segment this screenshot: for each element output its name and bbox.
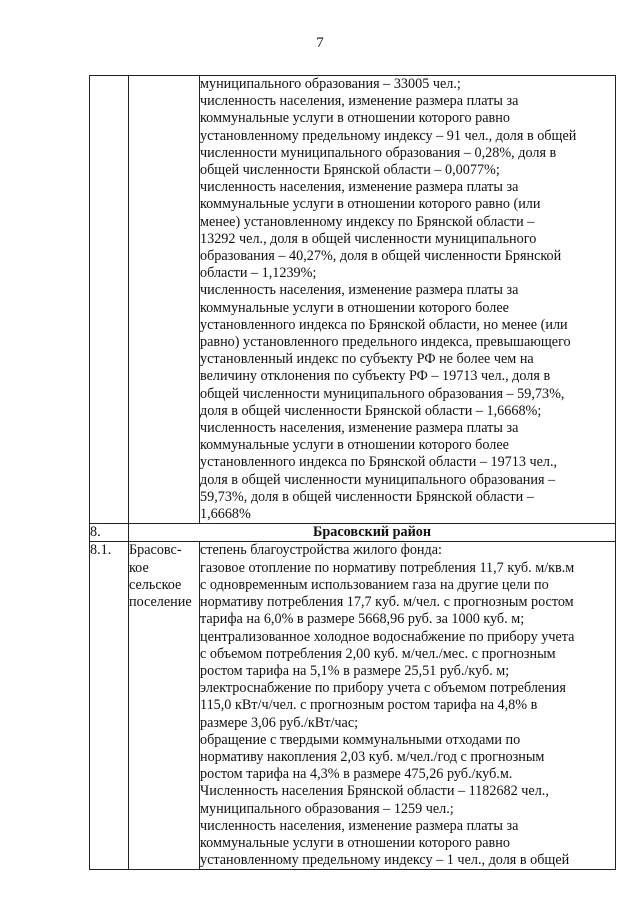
text-line: степень благоустройства жилого фонда: xyxy=(200,542,442,559)
text-line: электроснабжение по прибору учета с объемом потребления xyxy=(200,680,566,697)
entry-number: 8.1. xyxy=(90,542,129,870)
entry-name-line: сельское xyxy=(129,576,182,593)
continuation-name-cell xyxy=(129,76,200,524)
text-line: 13292 чел., доля в общей численности муниципального xyxy=(200,230,537,247)
text-line: численность населения, изменение размера платы за xyxy=(200,282,519,299)
text-line: общей численности Брянской области – 0,0077%; xyxy=(200,162,500,179)
entry-row xyxy=(90,542,616,870)
section-number: 8. xyxy=(90,524,129,542)
text-line: численность населения, изменение размера платы за xyxy=(200,420,519,437)
text-line: с объемом потребления 2,00 куб. м/чел./мес. с прогнозным xyxy=(200,645,556,662)
text-line: муниципального образования – 33005 чел.; xyxy=(200,76,461,92)
text-line: коммунальные услуги в отношении которого более xyxy=(200,437,509,454)
text-line: установленного индекса по Брянской области, но менее (или xyxy=(200,316,568,333)
entry-name-line: Брасовс- xyxy=(129,542,182,559)
text-line: Численность населения Брянской области – 1182682 чел., xyxy=(200,783,549,800)
text-line: доля в общей численности Брянской области – 1,6668%; xyxy=(200,402,542,419)
text-line: размере 3,06 руб./кВт/час; xyxy=(200,714,359,731)
continuation-text-cell xyxy=(200,76,616,524)
text-line: ростом тарифа на 4,3% в размере 475,26 руб./куб.м. xyxy=(200,766,513,783)
entry-name-line: поселение xyxy=(129,594,192,611)
text-line: коммунальные услуги в отношении которого равно xyxy=(200,834,510,851)
section-title: Брасовский район xyxy=(129,524,616,542)
text-line: доля в общей численности муниципального образования – xyxy=(200,471,556,488)
document-table xyxy=(89,75,616,870)
entry-name-cell xyxy=(129,542,200,870)
text-line: величину отклонения по субъекту РФ – 19713 чел., доля в xyxy=(200,368,551,385)
text-line: коммунальные услуги в отношении которого равно (или xyxy=(200,196,541,213)
text-line: численность населения, изменение размера платы за xyxy=(200,817,519,834)
text-line: нормативу накопления 2,03 куб. м/чел./год с прогнозным xyxy=(200,748,545,765)
text-line: муниципального образования – 1259 чел.; xyxy=(200,800,454,817)
text-line: обращение с твердыми коммунальными отходами по xyxy=(200,731,521,748)
text-line: коммунальные услуги в отношении которого равно xyxy=(200,110,510,127)
text-line: 115,0 кВт/ч/чел. с прогнозным ростом тарифа на 4,8% в xyxy=(200,697,538,714)
text-line: нормативу потребления 17,7 куб. м/чел. с прогнозным ростом xyxy=(200,594,574,611)
text-line: тарифа на 6,0% в размере 5668,96 руб. за 1000 куб. м; xyxy=(200,611,525,628)
text-line: 59,73%, доля в общей численности Брянской области – xyxy=(200,488,534,505)
text-line: установленный индекс по субъекту РФ не более чем на xyxy=(200,351,534,368)
text-line: образования – 40,27%, доля в общей численности Брянской xyxy=(200,248,562,265)
entry-name-line: кое xyxy=(129,559,149,576)
text-line: области – 1,1239%; xyxy=(200,265,317,282)
entry-text-cell xyxy=(200,542,616,870)
text-line: менее) установленному индексу по Брянской области – xyxy=(200,213,535,230)
page-number: 7 xyxy=(316,35,324,51)
continuation-number-cell xyxy=(90,76,129,524)
text-line: численность населения, изменение размера платы за xyxy=(200,179,519,196)
text-line: численность населения, изменение размера платы за xyxy=(200,93,519,110)
text-line: численности муниципального образования – 0,28%, доля в xyxy=(200,144,557,161)
text-line: установленному предельному индексу – 1 чел., доля в общей xyxy=(200,852,570,869)
text-line: ростом тарифа на 5,1% в размере 25,51 руб./куб. м; xyxy=(200,662,510,679)
text-line: установленного индекса по Брянской области – 19713 чел., xyxy=(200,454,558,471)
text-line: централизованное холодное водоснабжение по прибору учета xyxy=(200,628,575,645)
text-line: с одновременным использованием газа на другие цели по xyxy=(200,576,549,593)
text-line: равно) установленного предельного индекса, превышающего xyxy=(200,334,571,351)
text-line: коммунальные услуги в отношении которого более xyxy=(200,299,509,316)
text-line: 1,6668% xyxy=(200,506,251,523)
section-row xyxy=(90,524,616,542)
continuation-row xyxy=(90,76,616,524)
text-line: общей численности муниципального образования – 59,73%, xyxy=(200,385,565,402)
text-line: газовое отопление по нормативу потребления 11,7 куб. м/кв.м xyxy=(200,559,575,576)
text-line: установленному предельному индексу – 91 чел., доля в общей xyxy=(200,127,577,144)
